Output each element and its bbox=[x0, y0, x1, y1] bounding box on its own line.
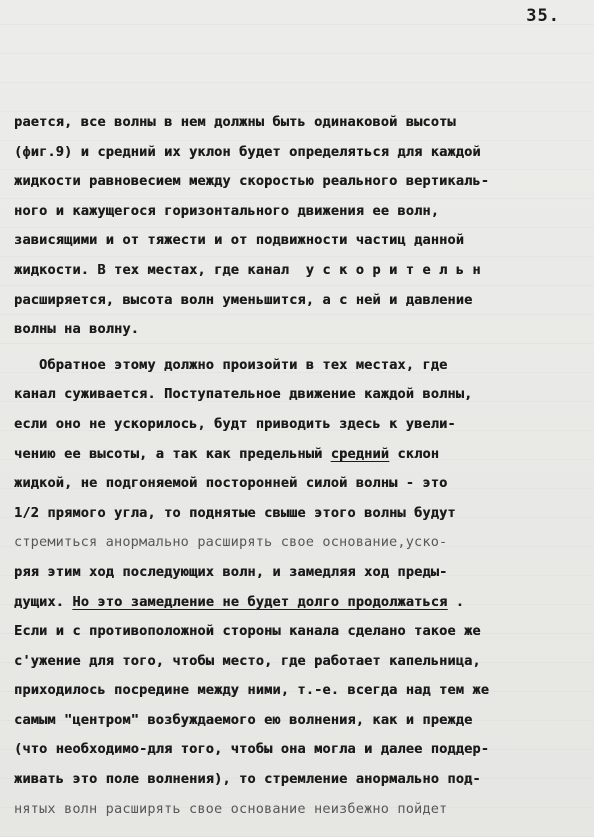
text-line-with-underline bbox=[14, 588, 584, 618]
text-line: живать это поле волнения), то стремление анормально под- bbox=[14, 771, 481, 788]
text-line: зависящими и от тяжести и от подвижности частиц данной bbox=[14, 232, 465, 249]
underlined-word: средний bbox=[330, 445, 390, 462]
text-line: жидкой, не подгоняемой посторонней силой волны - это bbox=[14, 475, 448, 492]
text-line: нятых волн расширять свое основание неизбежно пойдет bbox=[14, 800, 448, 817]
text-line: ряя этим ход последующих волн, и замедляя ход преды- bbox=[14, 563, 448, 580]
page-number: 35. bbox=[526, 6, 560, 26]
text-line: ного и кажущегося горизонтального движения ее волн, bbox=[14, 202, 440, 219]
text-line: с'ужение для того, чтобы место, где работает капельница, bbox=[14, 652, 481, 669]
text-line: (что необходимо-для того, чтобы она могла и далее поддер- bbox=[14, 741, 490, 758]
text-line: жидкости. В тех местах, где канал у с к о р и т е л ь н bbox=[14, 261, 481, 278]
underlined-sentence: Но это замедление не будет долго продолжаться bbox=[72, 593, 448, 610]
text-segment: склон bbox=[389, 445, 440, 462]
text-line: стремиться анормально расширять свое основание,уско- bbox=[14, 534, 448, 551]
text-line: рается, все волны в нем должны быть одинаковой высоты bbox=[14, 114, 456, 130]
text-line: Если и с противоположной стороны канала сделано такое же bbox=[14, 623, 481, 640]
text-segment: . bbox=[455, 593, 465, 610]
text-line: волны на волну. bbox=[14, 321, 140, 338]
text-segment: дущих. bbox=[14, 593, 65, 610]
text-line: жидкости равновесием между скоростью реального вертикаль- bbox=[14, 173, 490, 190]
text-line: Обратное этому должно произойти в тех местах, где bbox=[14, 356, 448, 373]
text-line: канал суживается. Поступательное движение каждой волны, bbox=[14, 386, 473, 403]
text-line-with-underline bbox=[14, 440, 584, 470]
text-line: расширяется, высота волн уменьшится, а с ней и давление bbox=[14, 291, 473, 308]
text-line: если оно не ускорилось, будт приводить здесь к увели- bbox=[14, 415, 456, 432]
text-line: самым "центром" возбуждаемого ею волнения, как и прежде bbox=[14, 711, 473, 728]
text-segment: чению ее высоты, а так как предельный bbox=[14, 445, 323, 462]
text-line: 1/2 прямого угла, то поднятые свыше этого волны будут bbox=[14, 504, 456, 521]
typed-text-body bbox=[14, 108, 584, 824]
text-line: (фиг.9) и средний их уклон будет определяться для каждой bbox=[14, 143, 481, 160]
text-line: приходилось посредине между ними, т.-е. всегда над тем же bbox=[14, 682, 490, 699]
